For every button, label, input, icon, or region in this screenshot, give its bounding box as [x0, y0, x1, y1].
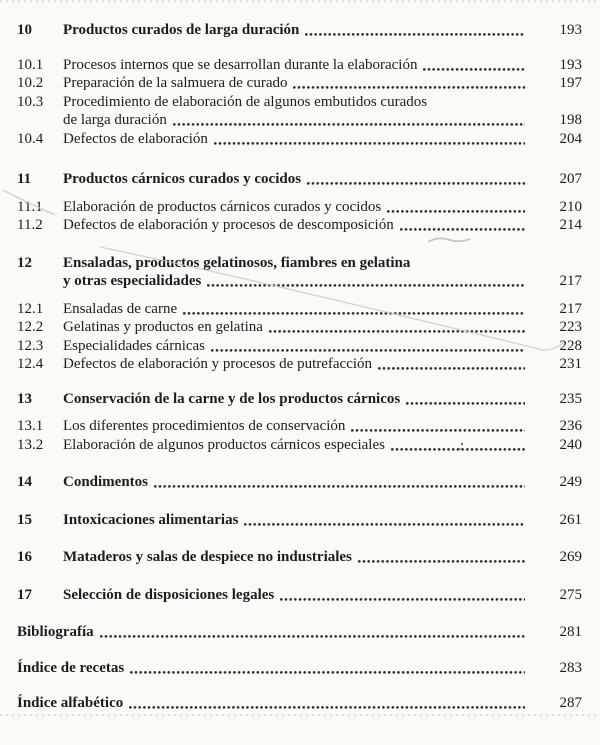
toc-page-number: 214	[559, 217, 582, 233]
toc-row-12-3	[17, 337, 582, 356]
toc-leader-dots	[389, 436, 528, 455]
toc-leader-dots	[404, 390, 528, 409]
toc-row-ch17	[17, 586, 582, 605]
toc-leader-dots	[356, 548, 528, 567]
toc-entry-number: 13	[17, 390, 32, 407]
toc-entry-number: 11	[17, 171, 32, 187]
toc-entry-number: 17	[17, 586, 32, 603]
toc-entry-title: Preparación de la salmuera de curado	[63, 75, 288, 91]
toc-leader-dots	[205, 272, 528, 291]
toc-page-number: 236	[559, 418, 582, 434]
toc-row-indice-recetas	[17, 659, 582, 678]
toc-entry-title: Productos cárnicos curados y cocidos	[63, 171, 302, 187]
toc-leader-dots	[267, 318, 528, 337]
toc-row-11-1	[17, 198, 582, 217]
toc-page-number: 231	[559, 356, 582, 372]
toc-leader-dots	[421, 56, 528, 75]
toc-leader-dots	[212, 130, 528, 149]
toc-page-number: 197	[559, 75, 582, 91]
toc-page-number: 261	[559, 511, 582, 528]
toc-entry-number: 10.3	[17, 93, 44, 110]
toc-entry-title: Gelatinas y productos en gelatina	[63, 319, 263, 335]
toc-entry-title: Elaboración de productos cárnicos curados y cocidos	[63, 198, 382, 215]
toc-leader-dots	[385, 198, 528, 217]
toc-page-number: 269	[559, 549, 582, 565]
toc-leader-dots	[398, 216, 528, 235]
toc-entry-title: Ensaladas de carne	[63, 300, 178, 317]
toc-row-ch11	[17, 170, 582, 189]
toc-entry-title: Conservación de la carne y de los productos cárnicos	[63, 390, 401, 407]
toc-row-13-2	[17, 436, 582, 455]
toc-entry-number: 12	[17, 254, 32, 271]
toc-leader-dots	[303, 21, 528, 40]
toc-entry-title: Elaboración de algunos productos cárnicos especiales	[63, 436, 385, 453]
toc-leader-dots	[376, 355, 528, 374]
toc-leader-dots	[305, 170, 528, 189]
toc-row-12-4	[17, 355, 582, 374]
toc-entry-title: Especialidades cárnicas	[63, 337, 206, 354]
toc-leader-dots	[98, 623, 528, 642]
toc-page-number: 210	[559, 198, 582, 215]
toc-page-number: 287	[559, 695, 582, 711]
toc-row-indice-alfabetico	[17, 694, 582, 713]
toc-entry-number: 12.1	[17, 300, 44, 317]
toc-entry-number: 11.2	[17, 217, 43, 233]
toc-row-ch16	[17, 548, 582, 567]
toc-entry-title: Selección de disposiciones legales	[63, 586, 275, 603]
toc-entry-title: Procesos internos que se desarrollan durante la elaboración	[63, 56, 418, 73]
toc-row-ch15	[17, 511, 582, 530]
toc-row-bibliografia	[17, 623, 582, 642]
toc-entry-title: Defectos de elaboración	[63, 130, 208, 147]
toc-entry-number: 13.1	[17, 418, 44, 434]
toc-page-number: 223	[559, 319, 582, 335]
toc-row-ch10	[17, 21, 582, 40]
toc-row-12-2	[17, 318, 582, 337]
toc-entry-number: 12.2	[17, 319, 44, 335]
toc-leader-dots	[242, 511, 528, 530]
toc-entry-title: Índice alfabético	[17, 695, 124, 711]
toc-entry-number: 10	[17, 22, 32, 38]
toc-entry-title: Índice de recetas	[17, 659, 125, 676]
toc-leader-dots	[291, 74, 528, 93]
toc-entry-number: 14	[17, 474, 32, 490]
toc-entry-number-spacer	[17, 111, 63, 130]
toc-row-ch13	[17, 390, 582, 409]
toc-page-number: 283	[559, 659, 582, 676]
toc-entry-title: Defectos de elaboración y procesos de putrefacción	[63, 356, 373, 372]
toc-page-number: 204	[559, 130, 582, 147]
toc-page-number: 217	[559, 300, 582, 317]
toc-page-number: 193	[559, 22, 582, 38]
toc-row-13-1	[17, 417, 582, 436]
toc-page-number: 193	[559, 56, 582, 73]
toc-page-number: 207	[559, 171, 582, 187]
toc-entry-title: Procedimiento de elaboración de algunos embutidos curados	[63, 93, 428, 110]
toc-entry-title: Los diferentes procedimientos de conservación	[63, 418, 346, 434]
toc-page-number: 217	[559, 273, 582, 289]
toc-page-number: 281	[559, 624, 582, 640]
toc-entry-number: 16	[17, 549, 32, 565]
toc-entry-number: 10.2	[17, 75, 44, 91]
toc-entry-number: 13.2	[17, 436, 44, 453]
toc-entry-number: 10.1	[17, 56, 44, 73]
toc-page-number: 240	[559, 436, 582, 453]
toc-row-ch12-line2	[17, 272, 582, 291]
toc-entry-title: Intoxicaciones alimentarias	[63, 511, 239, 528]
toc-row-11-2	[17, 216, 582, 235]
toc-page-number: 249	[559, 474, 582, 490]
toc-row-10-1	[17, 56, 582, 75]
toc-entry-title: Condimentos	[63, 474, 149, 490]
toc-entry-title: Productos curados de larga duración	[63, 22, 300, 38]
toc-entry-title: Mataderos y salas de despiece no industriales	[63, 549, 352, 565]
toc-entry-number: 12.3	[17, 337, 44, 354]
toc-entry-number-spacer	[17, 272, 63, 291]
toc-row-ch14	[17, 473, 582, 492]
scan-noise-bottom	[0, 714, 600, 717]
toc-entry-number: 12.4	[17, 356, 44, 372]
toc-page-number: 275	[559, 586, 582, 603]
toc-entry-title-continuation: y otras especialidades	[63, 273, 202, 289]
toc-entry-title: Bibliografía	[17, 624, 94, 640]
toc-page-number: 198	[559, 112, 582, 128]
scan-noise-top	[0, 0, 600, 3]
toc-page-number: 235	[559, 390, 582, 407]
toc-leader-dots	[181, 300, 528, 319]
toc-row-12-1	[17, 300, 582, 319]
toc-entry-number: 11.1	[17, 198, 43, 215]
toc-leader-dots	[349, 417, 528, 436]
toc-leader-dots	[127, 694, 528, 713]
toc-row-10-4	[17, 130, 582, 149]
toc-entry-title: Ensaladas, productos gelatinosos, fiambres en gelatina	[63, 254, 411, 271]
toc-leader-dots	[209, 337, 528, 356]
toc-row-ch12-line1	[17, 254, 582, 273]
toc-page-number: 228	[559, 337, 582, 354]
toc-leader-dots	[128, 659, 528, 678]
toc-entry-title: Defectos de elaboración y procesos de descomposición	[63, 217, 394, 233]
toc-entry-title-continuation: de larga duración	[63, 112, 167, 128]
toc-row-10-2	[17, 74, 582, 93]
toc-leader-dots	[152, 473, 528, 492]
scan-smudge-dash	[428, 238, 470, 242]
toc-row-10-3-line1	[17, 93, 582, 112]
toc-entry-number: 15	[17, 511, 32, 528]
toc-entry-number: 10.4	[17, 130, 44, 147]
toc-row-10-3-line2	[17, 111, 582, 130]
toc-leader-dots	[278, 586, 528, 605]
toc-leader-dots	[171, 111, 528, 130]
